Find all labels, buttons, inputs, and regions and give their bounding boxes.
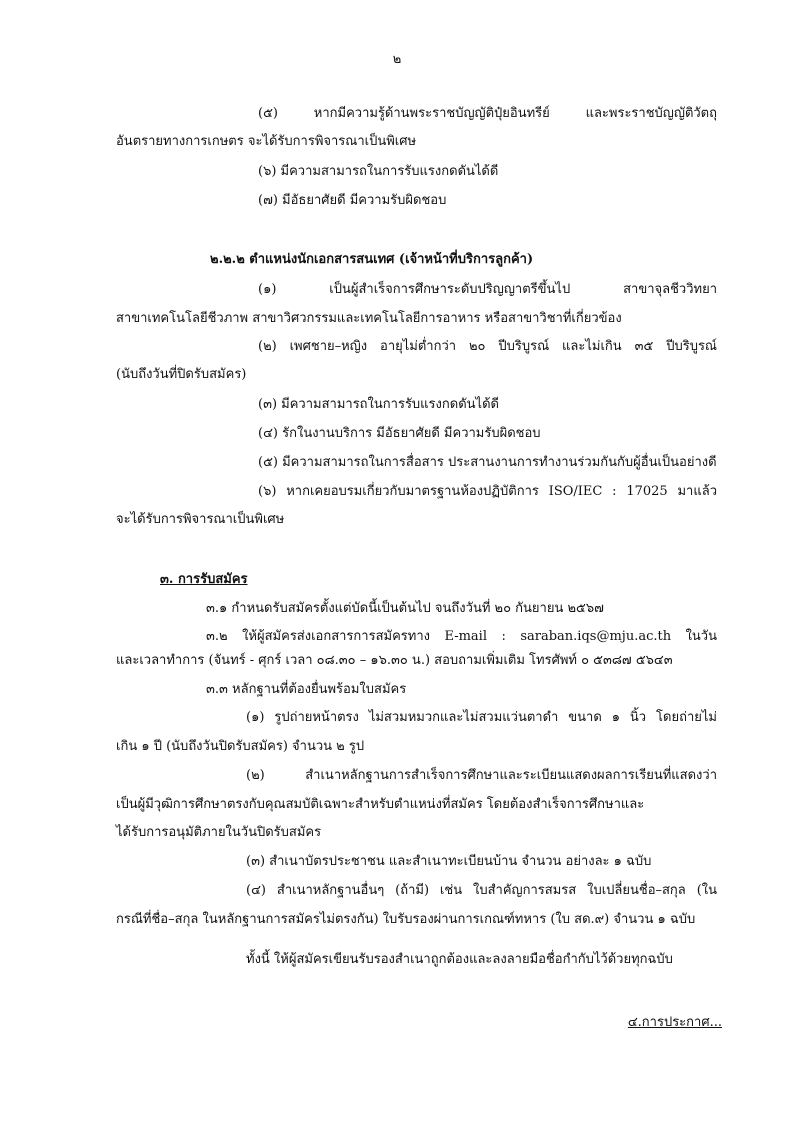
doc-item-2-line-1: (๒) เพศชาย–หญิง อายุไม่ต่ำกว่า ๒๐ ปีบริบูรณ์ และไม่เกิน ๓๕ ปีบริบูรณ์ <box>258 339 717 354</box>
continuation-marker: ๔.การประกาศ... <box>627 1015 722 1030</box>
section-3-heading: ๓. การรับสมัคร <box>160 572 248 587</box>
para-3-2-line-1: ๓.๒ ให้ผู้สมัครส่งเอกสารการสมัครทาง E-mail : saraban.iqs@mju.ac.th ในวัน <box>206 629 717 644</box>
doc-req-1-line-1: (๑) รูปถ่ายหน้าตรง ไม่สวมหมวกและไม่สวมแว่นตาดำ ขนาด ๑ นิ้ว โดยถ่ายไม่ <box>246 710 717 725</box>
req-item-5-line-1: (๕) หากมีความรู้ด้านพระราชบัญญัติปุ๋ยอินทรีย์ และพระราชบัญญัติวัตถุ <box>258 106 717 121</box>
doc-req-2-line-2: เป็นผู้มีวุฒิการศึกษาตรงกับคุณสมบัติเฉพาะสำหรับตำแหน่งที่สมัคร โดยต้องสำเร็จการศึกษาและ <box>116 797 645 812</box>
doc-req-4-line-1: (๔) สำเนาหลักฐานอื่นๆ (ถ้ามี) เช่น ใบสำคัญการสมรส ใบเปลี่ยนชื่อ–สกุล (ใน <box>246 883 717 898</box>
doc-req-2-line-1: (๒) สำเนาหลักฐานการสำเร็จการศึกษาและระเบียนแสดงผลการเรียนที่แสดงว่า <box>246 768 717 783</box>
para-3-1: ๓.๑ กำหนดรับสมัครตั้งแต่บัดนี้เป็นต้นไป จนถึงวันที่ ๒๐ กันยายน ๒๕๖๗ <box>206 601 604 616</box>
doc-req-1-line-2: เกิน ๑ ปี (นับถึงวันปิดรับสมัคร) จำนวน ๒ รูป <box>116 739 365 754</box>
doc-item-4: (๔) รักในงานบริการ มีอัธยาศัยดี มีความรับผิดชอบ <box>258 426 541 441</box>
para-3-3: ๓.๓ หลักฐานที่ต้องยื่นพร้อมใบสมัคร <box>206 682 407 697</box>
doc-item-1-line-1: (๑) เป็นผู้สำเร็จการศึกษาระดับปริญญาตรีขึ้นไป สาขาจุลชีววิทยา <box>258 282 717 297</box>
doc-req-2-line-3: ได้รับการอนุมัติภายในวันปิดรับสมัคร <box>116 825 322 840</box>
doc-req-3: (๓) สำเนาบัตรประชาชน และสำเนาทะเบียนบ้าน จำนวน อย่างละ ๑ ฉบับ <box>246 854 652 869</box>
doc-item-2-line-2: (นับถึงวันที่ปิดรับสมัคร) <box>116 367 247 382</box>
para-3-2-line-2: และเวลาทำการ (จันทร์ - ศุกร์ เวลา ๐๘.๓๐ – ๑๖.๓๐ น.) สอบถามเพิ่มเติม โทรศัพท์ ๐ ๕๓๘๗ ๕๖๔๓ <box>116 653 673 668</box>
section-2-2-2-heading: ๒.๒.๒ ตำแหน่งนักเอกสารสนเทศ (เจ้าหน้าที่บริการลูกค้า) <box>210 252 534 267</box>
doc-item-3: (๓) มีความสามารถในการรับแรงกดดันได้ดี <box>258 397 499 412</box>
closing-note: ทั้งนี้ ให้ผู้สมัครเขียนรับรองสำเนาถูกต้องและลงลายมือชื่อกำกับไว้ด้วยทุกฉบับ <box>246 952 673 967</box>
page-number: ๒ <box>392 52 402 67</box>
req-item-5-line-2: อันตรายทางการเกษตร จะได้รับการพิจารณาเป็นพิเศษ <box>116 134 417 149</box>
doc-item-5: (๕) มีความสามารถในการสื่อสาร ประสานงานการทำงานร่วมกันกับผู้อื่นเป็นอย่างดี <box>258 455 717 470</box>
req-item-7: (๗) มีอัธยาศัยดี มีความรับผิดชอบ <box>258 193 447 208</box>
doc-item-1-line-2: สาขาเทคโนโลยีชีวภาพ สาขาวิศวกรรมและเทคโนโลยีการอาหาร หรือสาขาวิชาที่เกี่ยวข้อง <box>116 311 622 326</box>
doc-item-6-line-2: จะได้รับการพิจารณาเป็นพิเศษ <box>116 512 285 527</box>
req-item-6: (๖) มีความสามารถในการรับแรงกดดันได้ดี <box>258 164 499 179</box>
doc-req-4-line-2: กรณีที่ชื่อ–สกุล ในหลักฐานการสมัครไม่ตรงกัน) ใบรับรองผ่านการเกณฑ์ทหาร (ใบ สด.๙) จำนวน ๑ ฉบับ <box>116 912 696 927</box>
doc-item-6-line-1: (๖) หากเคยอบรมเกี่ยวกับมาตรฐานห้องปฏิบัติการ ISO/IEC : 17025 มาแล้ว <box>258 484 717 499</box>
